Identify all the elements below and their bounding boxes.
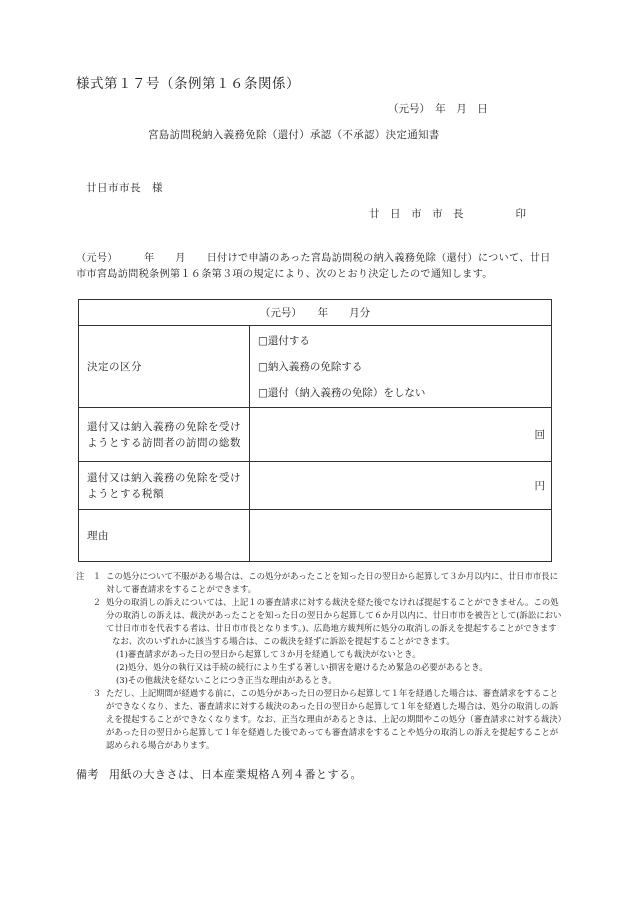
date-line: （元号） 年 月 日 <box>388 103 488 115</box>
issuer-block <box>369 206 526 221</box>
decision-table <box>78 299 552 562</box>
remarks-text: 用紙の大きさは、日本産業規格Ａ列４番とする。 <box>109 768 362 781</box>
notes-prefix: 注 <box>76 571 85 581</box>
notes-section <box>76 570 566 752</box>
document-title: 宮島訪問税納入義務免除（還付）承認（不承認）決定通知書 <box>148 129 440 141</box>
note-2-item: (3)その他裁決を経ないことにつき正当な理由があるとき。 <box>116 675 337 685</box>
decision-label: 決定の区分 <box>79 326 250 408</box>
seal-mark: 印 <box>515 208 526 220</box>
note-2-item: (1)審査請求があった日の翌日から起算して３か月を経過しても裁決がないとき。 <box>116 649 421 659</box>
table-row-decision <box>79 326 552 408</box>
option-exemption: □納入義務の免除する <box>258 360 363 373</box>
option-deny: □還付（納入義務の免除）をしない <box>258 386 426 399</box>
note-2-item: (2)処分、処分の執行又は手続の続行により生ずる著しい損害を避けるため緊急の必要があるとき。 <box>116 662 488 672</box>
reason-label: 理由 <box>79 510 250 562</box>
visitors-label: 還付又は納入義務の免除を受けようとする訪問者の訪問の総数 <box>79 408 250 462</box>
note-2-sub: なお、次のいずれかに該当する場合は、この裁決を経ずに訴訟を提起することができます。 <box>112 636 455 646</box>
notice-body: （元号） 年 月 日付けで申請のあった宮島訪問税の納入義務免除（還付）について、廿日市市宮島訪問税条例第１６条第３項の規定により、次のとおり決定したので通知します。 <box>76 253 551 280</box>
note-2 <box>76 596 566 635</box>
recipient: 廿日市市長 様 <box>86 182 163 194</box>
remarks <box>76 766 362 782</box>
visitors-unit: 回 <box>250 408 552 462</box>
note-2-marker: ２ <box>92 597 102 607</box>
note-3-marker: ３ <box>92 688 102 698</box>
table-row-reason <box>79 510 552 562</box>
note-1 <box>76 570 566 596</box>
option-refund: □還付する <box>258 334 310 347</box>
decision-options <box>250 326 552 408</box>
reason-value <box>250 510 552 562</box>
period-cell: （元号） 年 月分 <box>79 300 552 326</box>
tax-unit: 円 <box>250 462 552 510</box>
note-1-text: この処分について不服がある場合は、この処分があったことを知った日の翌日から起算して３か月以内に、廿日市市長に対して審査請求をすることができます。 <box>106 571 558 594</box>
note-1-marker: 注 １ <box>76 571 102 581</box>
tax-label: 還付又は納入義務の免除を受けようとする税額 <box>79 462 250 510</box>
remarks-label: 備考 <box>76 768 99 781</box>
note-2-text: 処分の取消しの訴えについては、上記１の審査請求に対する裁決を経た後でなければ提起することができません。この処分の取消しの訴えは、裁決があったことを知った日の翌日から起算して６か月以内に、廿日市市を被告として(訴訟において廿日市市を代表する者は、廿日市市長となります。)、広島地方裁判所に処分の取消しの訴えを提起することができます <box>106 597 562 633</box>
note-3-text: ただし、上記期間が経過する前に、この処分があった日の翌日から起算して１年を経過した場合は、審査請求をすることができなくなり、また、審査請求に対する裁決のあった日の翌日から起算して１年を経過した場合は、処分の取消しの訴えを提起することができなくなります。なお、正当な理由があるときは、上記の期間やこの処分（審査請求に対する裁決）があった日の翌日から起算して１年を経過した後であっても審査請求をすることや処分の取消しの訴えを提起することが認められる場合があります。 <box>106 688 566 750</box>
issuer-name: 廿 日 市 市 長 <box>369 208 464 220</box>
form-number: 様式第１７号（条例第１６条関係） <box>76 76 300 92</box>
table-row-visitors <box>79 408 552 462</box>
table-row-tax <box>79 462 552 510</box>
note-3 <box>76 687 566 752</box>
table-row-period <box>79 300 552 326</box>
